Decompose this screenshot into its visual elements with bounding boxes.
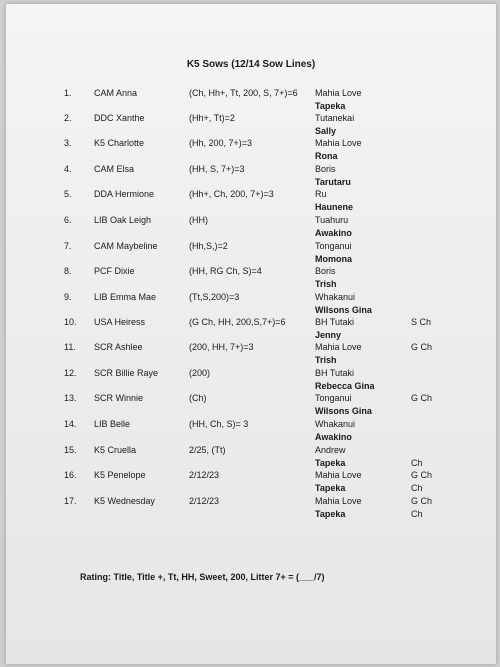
- sow-rating: (Ch): [189, 393, 207, 403]
- sire-name: BH Tutaki: [315, 317, 355, 327]
- sow-name: USA Heiress: [94, 317, 146, 327]
- sow-name: DDA Hermione: [94, 189, 155, 199]
- champion-note: G Ch: [411, 342, 433, 352]
- document-page: [6, 4, 496, 664]
- dam-line-name: Awakino: [315, 432, 352, 442]
- row-number: 17.: [64, 496, 77, 506]
- dam-line-name: Awakino: [315, 228, 352, 238]
- sow-name: CAM Elsa: [94, 164, 135, 174]
- dam-line-name: Momona: [315, 254, 352, 264]
- sow-name: CAM Maybeline: [94, 241, 158, 251]
- sow-rating: (Hh, 200, 7+)=3: [189, 138, 253, 148]
- dam-line-name: Trish: [315, 355, 337, 365]
- sow-name: K5 Wednesday: [94, 496, 155, 506]
- row-number: 4.: [64, 164, 72, 174]
- sow-name: LIB Oak Leigh: [94, 215, 152, 225]
- row-number: 1.: [64, 88, 72, 98]
- dam-line-name: Tarutaru: [315, 177, 351, 187]
- sow-name: PCF Dixie: [94, 266, 135, 276]
- dam-line-name: Haunene: [315, 202, 354, 212]
- row-number: 16.: [64, 470, 77, 480]
- row-number: 12.: [64, 368, 77, 378]
- sow-rating: (Hh+, Tt)=2: [189, 113, 235, 123]
- sow-rating: (HH, S, 7+)=3: [189, 164, 245, 174]
- sire-name: Boris: [315, 164, 336, 174]
- sow-rating: 2/25, (Tt): [189, 445, 226, 455]
- sow-rating: (Tt,S,200)=3: [189, 292, 240, 302]
- champion-note: G Ch: [411, 470, 433, 480]
- champion-note-2: Ch: [411, 509, 423, 519]
- dam-line-name: Tapeka: [315, 483, 346, 493]
- sow-rating: 2/12/23: [189, 496, 220, 506]
- row-number: 11.: [64, 342, 76, 352]
- sow-name: CAM Anna: [94, 88, 138, 98]
- dam-line-name: Jenny: [315, 330, 342, 340]
- sire-name: BH Tutaki: [315, 368, 355, 378]
- dam-line-name: Rona: [315, 151, 338, 161]
- sire-name: Tonganui: [315, 393, 352, 403]
- row-number: 8.: [64, 266, 72, 276]
- dam-line-name: Tapeka: [315, 458, 346, 468]
- dam-line-name: Trish: [315, 279, 337, 289]
- row-number: 10.: [64, 317, 77, 327]
- sow-rating: (200, HH, 7+)=3: [189, 342, 254, 352]
- sow-rating: (HH): [189, 215, 208, 225]
- champion-note: G Ch: [411, 496, 433, 506]
- champion-note: S Ch: [411, 317, 432, 327]
- sow-rating: (200): [189, 368, 211, 378]
- sow-rating: (G Ch, HH, 200,S,7+)=6: [189, 317, 286, 327]
- sire-name: Ru: [315, 189, 327, 199]
- sow-name: K5 Penelope: [94, 470, 146, 480]
- sow-rating: (Hh+, Ch, 200, 7+)=3: [189, 189, 274, 199]
- sow-name: LIB Belle: [94, 419, 131, 429]
- sire-name: Mahia Love: [315, 470, 362, 480]
- sow-name: K5 Cruella: [94, 445, 137, 455]
- sire-name: Mahia Love: [315, 138, 362, 148]
- sow-rating: (Ch, Hh+, Tt, 200, S, 7+)=6: [189, 88, 298, 98]
- sire-name: Andrew: [315, 445, 346, 455]
- sow-rating: (Hh,S,)=2: [189, 241, 228, 251]
- row-number: 13.: [64, 393, 77, 403]
- champion-note-2: Ch: [411, 483, 423, 493]
- sire-name: Tuahuru: [315, 215, 349, 225]
- dam-line-name: Tapeka: [315, 509, 346, 519]
- sire-name: Mahia Love: [315, 88, 362, 98]
- champion-note-2: Ch: [411, 458, 423, 468]
- sow-name: DDC Xanthe: [94, 113, 145, 123]
- sire-name: Mahia Love: [315, 342, 362, 352]
- dam-line-name: Wilsons Gina: [315, 305, 372, 315]
- sow-name: SCR Billie Raye: [94, 368, 159, 378]
- sire-name: Tonganui: [315, 241, 352, 251]
- sire-name: Whakanui: [315, 292, 356, 302]
- sow-rating: (HH, RG Ch, S)=4: [189, 266, 262, 276]
- dam-line-name: Tapeka: [315, 101, 346, 111]
- sire-name: Boris: [315, 266, 336, 276]
- sow-name: SCR Winnie: [94, 393, 144, 403]
- sire-name: Whakanui: [315, 419, 356, 429]
- sow-name: SCR Ashlee: [94, 342, 143, 352]
- row-number: 14.: [64, 419, 77, 429]
- sire-name: Mahia Love: [315, 496, 362, 506]
- dam-line-name: Wilsons Gina: [315, 406, 372, 416]
- row-number: 9.: [64, 292, 72, 302]
- row-number: 3.: [64, 138, 72, 148]
- sow-rating: 2/12/23: [189, 470, 220, 480]
- sow-name: K5 Charlotte: [94, 138, 145, 148]
- sow-rating: (HH, Ch, S)= 3: [189, 419, 249, 429]
- row-number: 15.: [64, 445, 77, 455]
- rating-legend: Rating: Title, Title +, Tt, HH, Sweet, 200, Litter 7+ = (___/7): [80, 572, 325, 582]
- row-number: 5.: [64, 189, 72, 199]
- row-number: 6.: [64, 215, 72, 225]
- champion-note: G Ch: [411, 393, 433, 403]
- page-title: K5 Sows (12/14 Sow Lines): [186, 59, 316, 70]
- dam-line-name: Sally: [315, 126, 337, 136]
- sow-name: LIB Emma Mae: [94, 292, 157, 302]
- sire-name: Tutanekai: [315, 113, 355, 123]
- row-number: 2.: [64, 113, 72, 123]
- row-number: 7.: [64, 241, 72, 251]
- dam-line-name: Rebecca Gina: [315, 381, 375, 391]
